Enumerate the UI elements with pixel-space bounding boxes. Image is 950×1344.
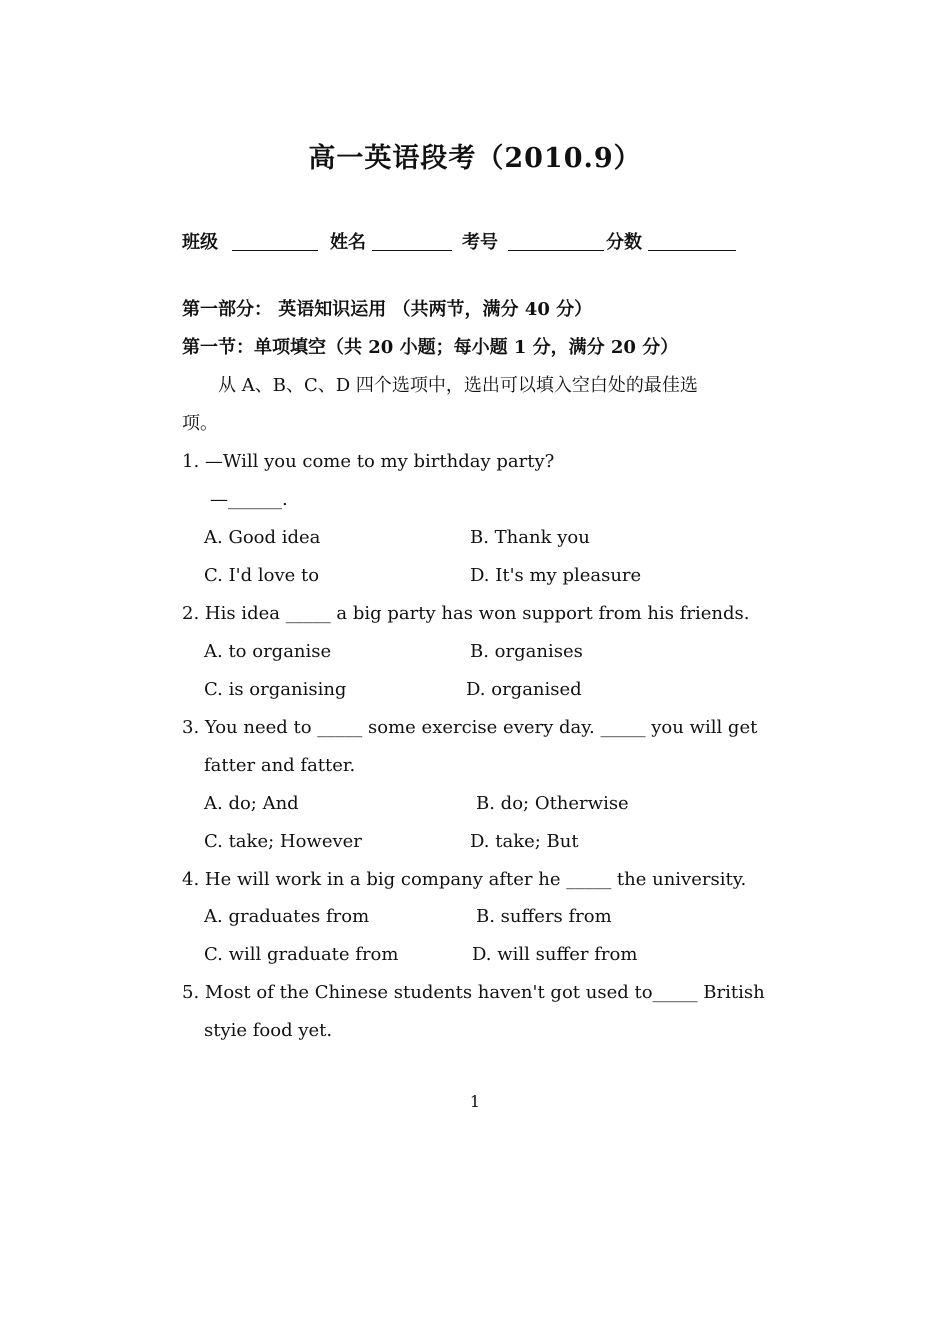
question-1-reply: —______. — [210, 489, 288, 510]
question-2-stem: 2. His idea _____ a big party has won support from his friends. — [182, 603, 750, 624]
score-label: 分数 — [606, 232, 642, 253]
instruction-line-1: 从 A、B、C、D 四个选项中，选出可以填入空白处的最佳选 — [218, 375, 698, 396]
question-3-option-a: A. do; And — [204, 793, 299, 814]
page-number: 1 — [469, 1092, 481, 1111]
part1-heading: 第一部分： 英语知识运用 （共两节，满分 40 分） — [182, 299, 593, 320]
question-2-option-c: C. is organising — [204, 679, 347, 700]
question-5-stem-continued: styie food yet. — [204, 1020, 333, 1041]
instruction-line-2: 项。 — [182, 413, 218, 434]
question-3-stem: 3. You need to _____ some exercise every day. _____ you will get — [182, 717, 758, 738]
question-3-option-c: C. take; However — [204, 831, 362, 852]
question-2-option-a: A. to organise — [204, 641, 332, 662]
question-4-option-d: D. will suffer from — [472, 944, 638, 965]
question-4-stem: 4. He will work in a big company after he _____ the university. — [182, 869, 747, 890]
name-blank — [372, 250, 452, 251]
exam-title: 高一英语段考（2010.9） — [308, 143, 642, 174]
question-4-option-b: B. suffers from — [476, 906, 612, 927]
exam-number-label: 考号 — [462, 232, 498, 253]
score-blank — [648, 250, 736, 251]
question-1-option-c: C. I'd love to — [204, 565, 320, 586]
exam-number-blank — [508, 250, 604, 251]
question-4-option-a: A. graduates from — [204, 906, 370, 927]
question-3-stem-continued: fatter and fatter. — [204, 755, 356, 776]
question-2-option-d: D. organised — [466, 679, 582, 700]
question-1-option-a: A. Good idea — [204, 527, 321, 548]
question-1-stem: 1. —Will you come to my birthday party? — [182, 451, 555, 472]
section1-heading: 第一节：单项填空（共 20 小题；每小题 1 分，满分 20 分） — [182, 337, 679, 358]
question-3-option-d: D. take; But — [470, 831, 579, 852]
question-4-option-c: C. will graduate from — [204, 944, 399, 965]
question-5-stem: 5. Most of the Chinese students haven't got used to_____ British — [182, 982, 765, 1003]
question-1-option-b: B. Thank you — [470, 527, 590, 548]
class-label: 班级 — [182, 232, 218, 253]
name-label: 姓名 — [330, 232, 366, 253]
question-2-option-b: B. organises — [470, 641, 583, 662]
class-blank — [232, 250, 318, 251]
question-3-option-b: B. do; Otherwise — [476, 793, 629, 814]
question-1-option-d: D. It's my pleasure — [470, 565, 642, 586]
